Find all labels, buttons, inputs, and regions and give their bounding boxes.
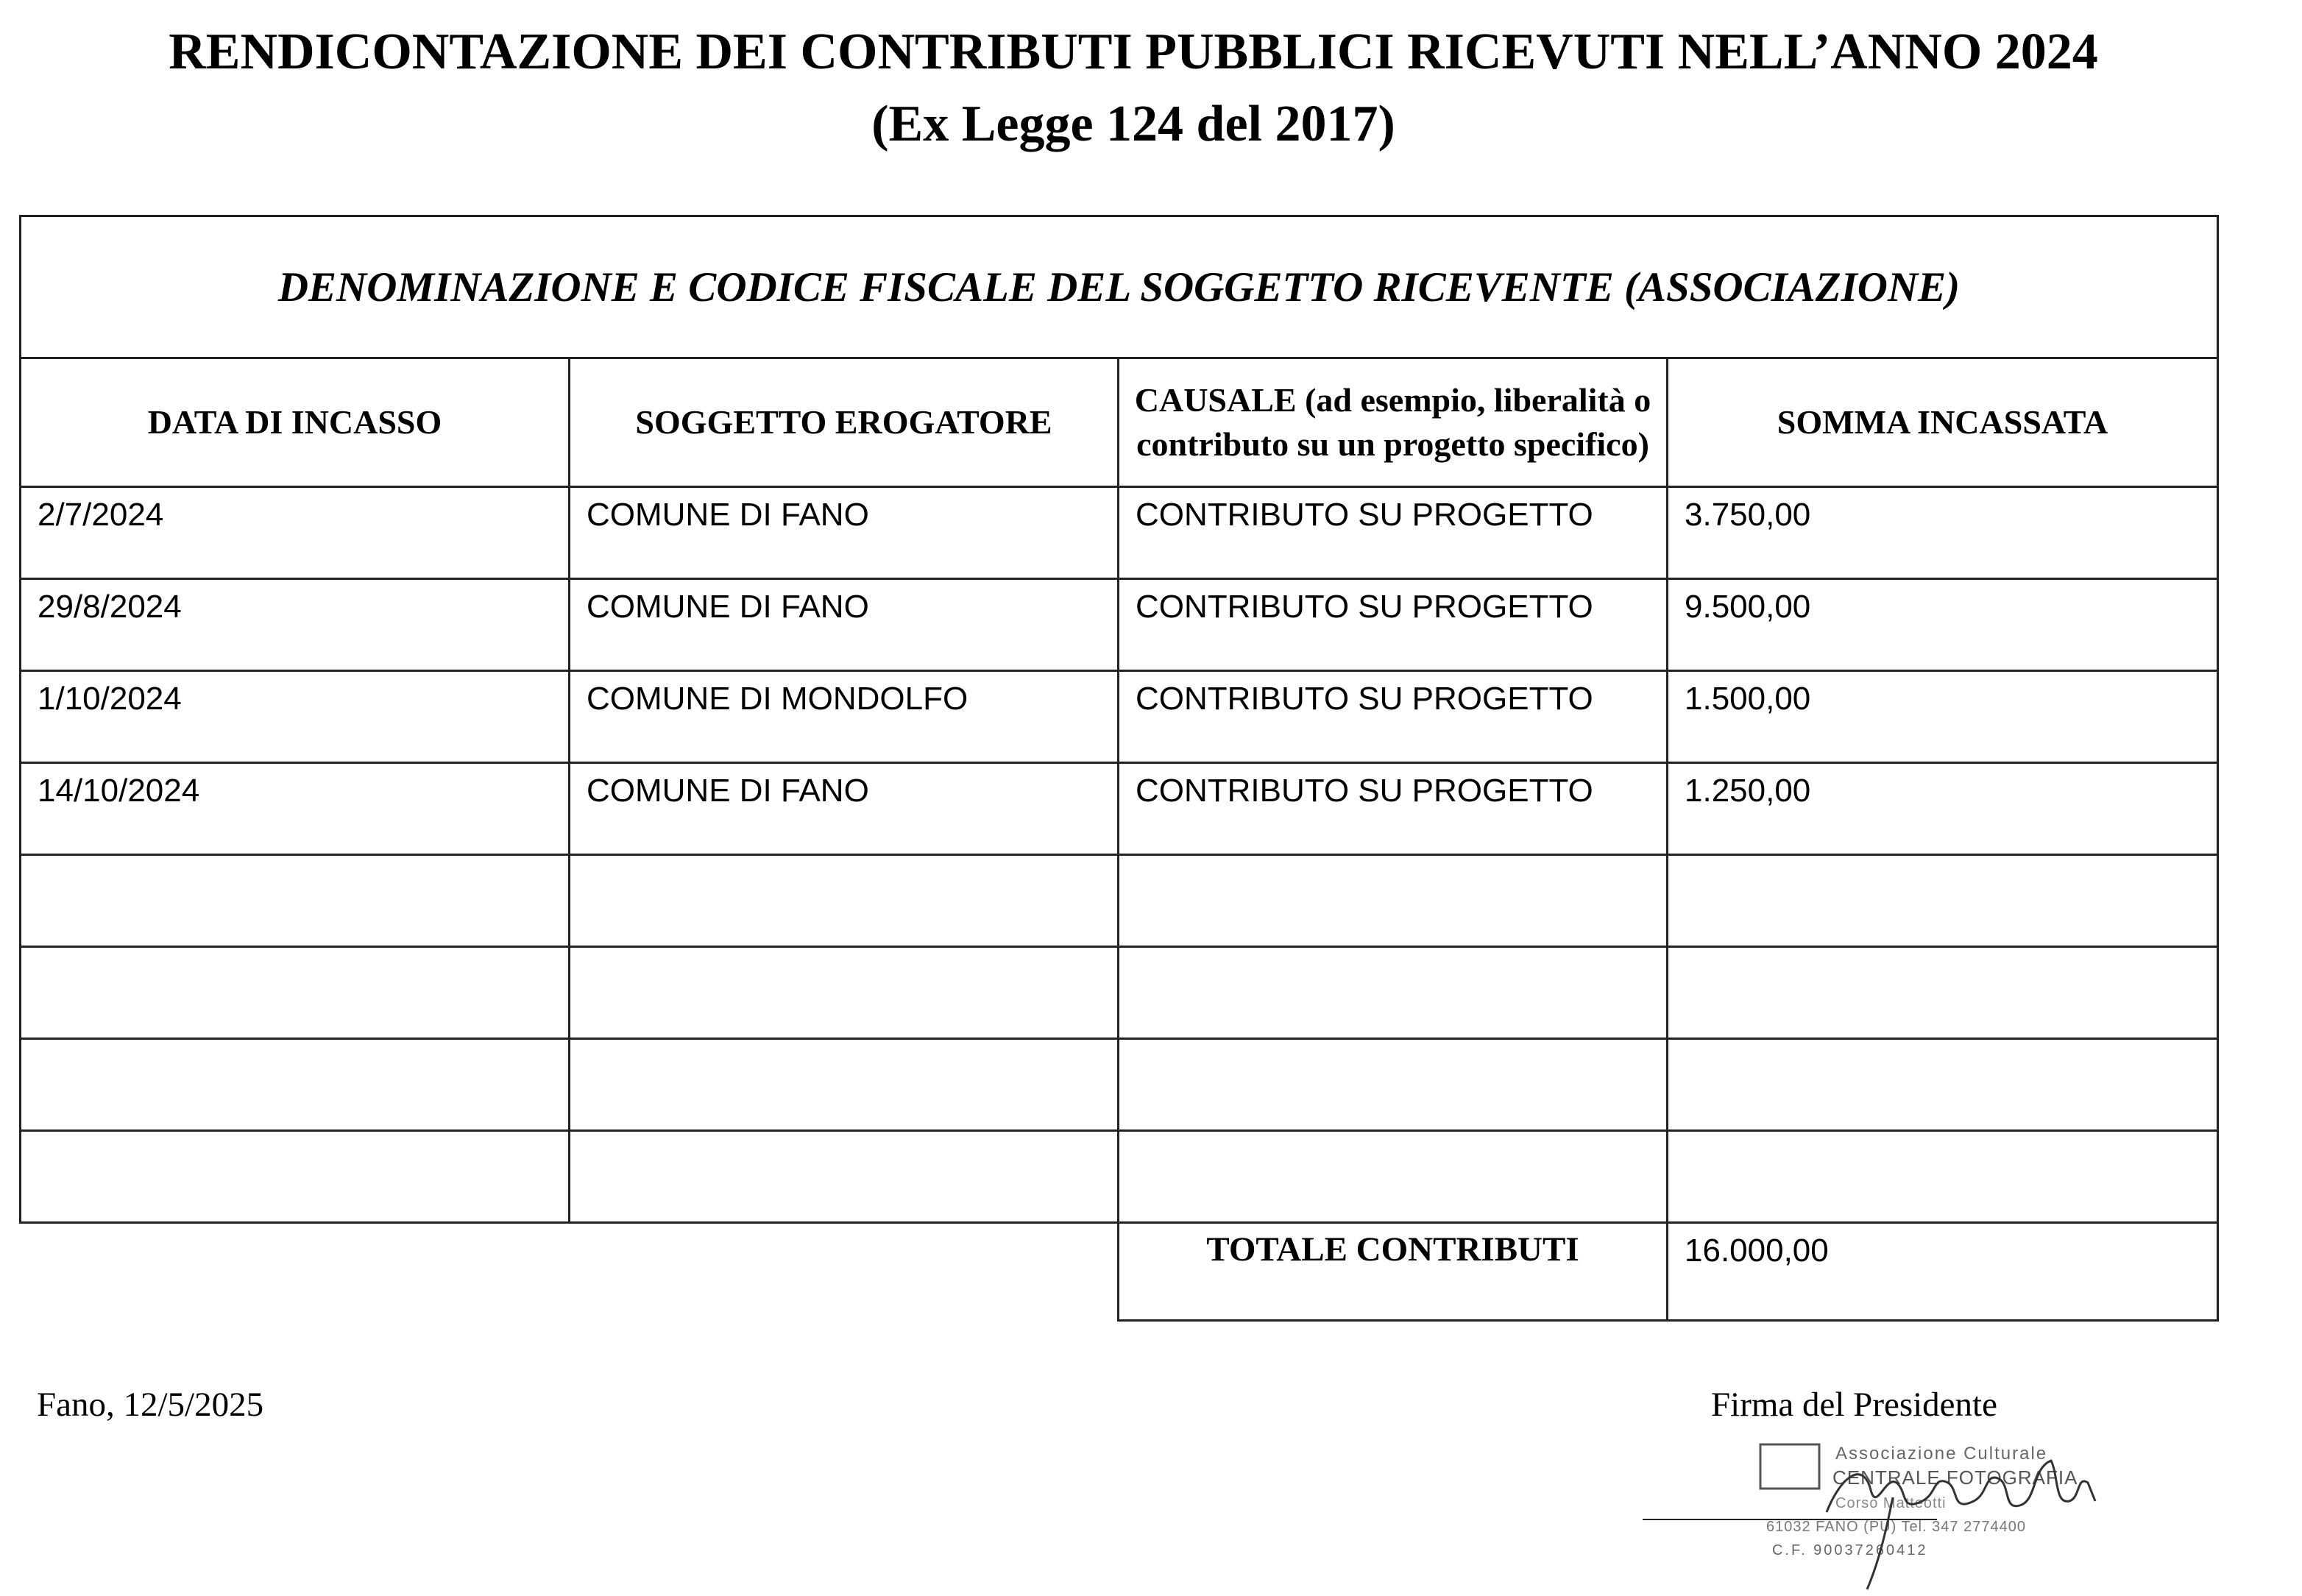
- header-causale: CAUSALE (ad esempio, liberalità o contributo su un progetto specifico): [1119, 358, 1668, 487]
- place-date: Fano, 12/5/2025: [37, 1386, 264, 1424]
- cell-date: [21, 947, 570, 1039]
- document-title: [0, 16, 2267, 160]
- table-row: [21, 579, 2218, 671]
- cell-date: 29/8/2024: [21, 579, 570, 671]
- cell-donor: COMUNE DI MONDOLFO: [570, 671, 1119, 763]
- stamp-line-1: Associazione Culturale: [1835, 1444, 2048, 1464]
- cell-donor: [570, 1039, 1119, 1131]
- cell-reason: CONTRIBUTO SU PROGETTO: [1119, 671, 1668, 763]
- table-row: [21, 671, 2218, 763]
- table-row: [21, 763, 2218, 855]
- title-line-2: (Ex Legge 124 del 2017): [871, 96, 1395, 152]
- cell-donor: [570, 855, 1119, 947]
- table-row-empty: [21, 947, 2218, 1039]
- cell-amount: [1668, 1039, 2218, 1131]
- contributions-table: [19, 215, 2219, 1322]
- cell-date: 2/7/2024: [21, 487, 570, 579]
- stamp-line-3: Corso Matteotti: [1835, 1495, 1947, 1511]
- cell-reason: [1119, 1131, 1668, 1223]
- stamp-line-2: CENTRALE FOTOGRAFIA: [1832, 1466, 2078, 1489]
- total-value-cell: [1668, 1223, 2218, 1321]
- association-stamp: [1643, 1431, 2114, 1593]
- cell-donor: COMUNE DI FANO: [570, 487, 1119, 579]
- header-data-incasso: DATA DI INCASSO: [21, 358, 570, 487]
- total-label: TOTALE CONTRIBUTI: [1119, 1223, 1668, 1321]
- cell-date: 1/10/2024: [21, 671, 570, 763]
- cell-reason: CONTRIBUTO SU PROGETTO: [1119, 579, 1668, 671]
- cell-donor: COMUNE DI FANO: [570, 579, 1119, 671]
- cell-amount: 9.500,00: [1668, 579, 2218, 671]
- table-row-empty: [21, 1131, 2218, 1223]
- cell-reason: [1119, 1039, 1668, 1131]
- total-value: 16.000,00: [1685, 1233, 1829, 1269]
- cell-donor: COMUNE DI FANO: [570, 763, 1119, 855]
- cell-amount: [1668, 1131, 2218, 1223]
- denomination-header: DENOMINAZIONE E CODICE FISCALE DEL SOGGETTO RICEVENTE (ASSOCIAZIONE): [21, 216, 2218, 358]
- title-line-1: RENDICONTAZIONE DEI CONTRIBUTI PUBBLICI RICEVUTI NELL’ANNO 2024: [169, 24, 2098, 80]
- table-row-empty: [21, 855, 2218, 947]
- cell-reason: CONTRIBUTO SU PROGETTO: [1119, 487, 1668, 579]
- header-somma-incassata: SOMMA INCASSATA: [1668, 358, 2218, 487]
- cell-donor: [570, 947, 1119, 1039]
- cell-amount: 3.750,00: [1668, 487, 2218, 579]
- table-row-empty: [21, 1039, 2218, 1131]
- stamp-logo-icon: [1760, 1444, 1819, 1489]
- stamp-line-4: 61032 FANO (PU) Tel. 347 2774400: [1766, 1519, 2026, 1535]
- cell-reason: [1119, 855, 1668, 947]
- cell-date: 14/10/2024: [21, 763, 570, 855]
- cell-amount: [1668, 947, 2218, 1039]
- total-row: [21, 1223, 2218, 1321]
- cell-date: [21, 855, 570, 947]
- cell-reason: [1119, 947, 1668, 1039]
- stamp-line-5: C.F. 90037260412: [1772, 1542, 1928, 1558]
- signature-label: Firma del Presidente: [1711, 1386, 1997, 1424]
- cell-reason: CONTRIBUTO SU PROGETTO: [1119, 763, 1668, 855]
- cell-amount: 1.250,00: [1668, 763, 2218, 855]
- cell-amount: 1.500,00: [1668, 671, 2218, 763]
- cell-date: [21, 1131, 570, 1223]
- header-soggetto-erogatore: SOGGETTO EROGATORE: [570, 358, 1119, 487]
- table-row: [21, 487, 2218, 579]
- cell-donor: [570, 1131, 1119, 1223]
- cell-amount: [1668, 855, 2218, 947]
- cell-date: [21, 1039, 570, 1131]
